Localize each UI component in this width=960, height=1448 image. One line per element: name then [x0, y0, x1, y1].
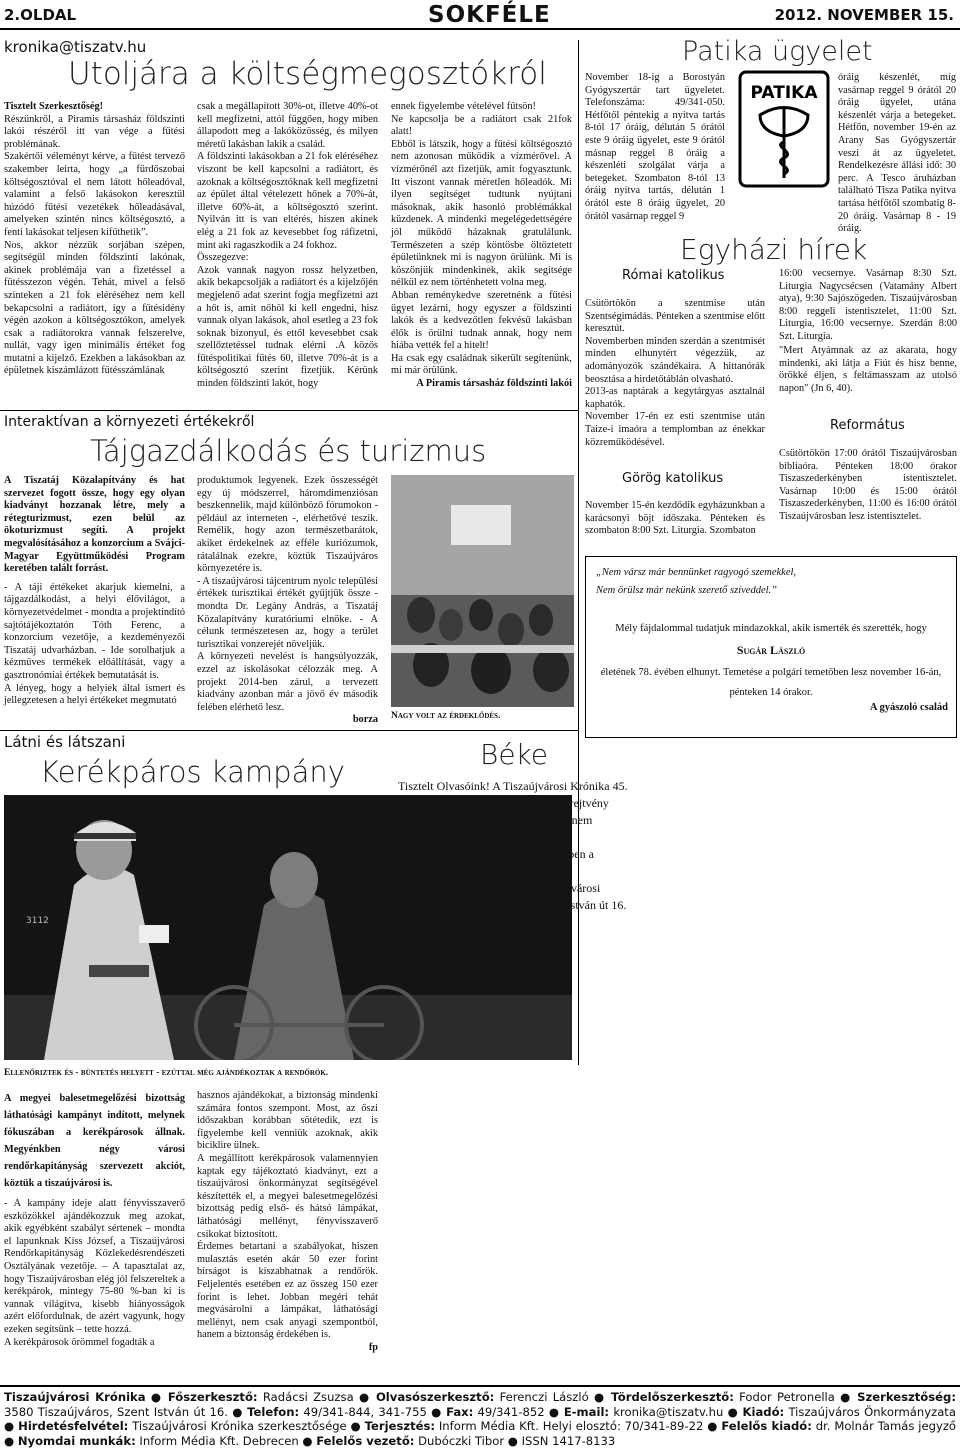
colophon-item — [4, 1390, 146, 1404]
letter-col-1 — [4, 101, 185, 378]
colophon-label: Felelős vezető: — [316, 1433, 415, 1448]
bike-paragraph: Érdemes betartani a szabályokat, hiszen mulasztás esetén akár 50 ezer forint bírságot is kiszabhatnak a rendőrök. Feljelentés esetében ez az összeg 150 ezer forint is lehet. Jobban megéri tehát megvásárolni a lámpákat, láthatósági mellényt, nem csak anyagi szempontból, hanem a biztonság érdekében is. — [197, 1241, 378, 1341]
obituary-intro: Mély fájdalommal tudatjuk mindazokkal, akik ismerték és szerették, hogy — [615, 623, 927, 634]
letter-paragraph: csak a megállapított 30%-ot, illetve 40%-ot kell megfizetni, attól függően, hogy miben állapodott meg a lakóközösség, és milyen méretű lakásban lakik a család. — [197, 101, 378, 150]
bike-lead: A megyei balesetmegelőzési bizottság láthatósági kampányt indított, melynek fókuszában a kerékpárosok állnak. Megyénkben négy városi rendőrkapitányság szervezett akciót, köztük a tiszaújvárosi is. — [4, 1093, 185, 1189]
rk-text — [585, 298, 765, 449]
colophon-label: Főszerkesztő: — [167, 1390, 258, 1404]
bullet-icon: ● — [227, 1404, 248, 1419]
bullet-icon: ● — [4, 1433, 18, 1448]
colophon-value: 49/341-844, 341-755 — [299, 1404, 427, 1419]
tourism-paragraph: - A tiszaújvárosi tájcentrum nyolc települési értékek turisztikai értékét gyűjtjük össze - mondta Dr. Legány András, a Tiszatáj Közalapítvány kuratóriumi elnöke. - A célunk természetesen az, hogy a terület turisztikai vonzerejét növeljük. — [197, 575, 379, 650]
rk-heading: Római katolikus — [622, 268, 725, 283]
colophon-label: Nyomdai munkák: — [17, 1433, 136, 1448]
issue-date: 2012. NOVEMBER 15. — [774, 6, 954, 24]
tourism-paragraph: - A táji értékeket akarjuk kiemelni, a tájgazdálkodást, a helyi élővilágot, a környezetvédelmet - mondta a projektindító sajtótájékoztatón Tóth Ferenc, a konzorcium vezetője, a kezdeményezői Tiszatáj udvarházban. - Ide sorolhatjuk a kézműves termékek előállítását, vagy a gasztronómiai értékek bemutatását is. — [4, 581, 185, 681]
bible-quote: "Mert Atyámnak az az akarata, hogy mindenki, aki látja a Fiút és hisz benne, örökké éljen, s feltámasszam az utolsó napon" (Jn 6, 40). — [779, 345, 957, 394]
letter-col-2 — [197, 101, 378, 391]
tourism-lead: A Tiszatáj Közalapítvány és hat szervezet fogott össze, hogy egy olyan kiadványt hozzanak létre, mely a rétegturizmust, ezen belül az ökoturizmust segíti. A projekt megvalósításához a konzorcium a Svájci-Magyar Együttműködési Program keretében talált forrást. — [4, 475, 185, 575]
section-title: SOKFÉLE — [428, 2, 551, 28]
bullet-icon: ● — [544, 1404, 564, 1419]
pharmacy-col-2: óráig készenlét, míg vasárnap reggel 9 órától 20 óráig ügyelet, utána készenlét várja a betegeket. Hétfőn, november 19-én az Arany Sas Gyógyszertár veszi át az ügyeletet. Rendelkezésre állási idő: 30 perc. A Tesco áruházban található Tisza Patika nyitva tartása hétfőtől szombatig 8-20 óráig. Vasárnap 8 - 19 óráig. — [838, 72, 956, 235]
colophon-value: Ferenczi László — [494, 1390, 589, 1404]
header-rule — [0, 28, 960, 30]
footer-rule — [0, 1385, 960, 1387]
divider — [0, 410, 578, 411]
colophon-label: Kiadó: — [742, 1404, 785, 1419]
bike-paragraph: - A kampány ideje alatt fényvisszaverő eszközökkel ajándékozzuk meg azokat, akik egyébként szabályt sértenek – mondta el lapunknak Kiss József, a Tiszaújvárosi Rendőrkapitányság Közlekedésrendészeti Osztályának vezetője. – A tapasztalat az, hogy Tiszaújvárosban elég jól felszereltek a kerékpárok, mintegy 75-80 %-ban ki is vannak világítva, kisebb hiányosságok azért előfordulnak, de azért vagyunk, hogy ezeken segítsünk – tette hozzá. — [4, 1198, 185, 1335]
colophon-label: Szerkesztőség: — [857, 1390, 956, 1404]
gk-text: November 15-én kezdődik egyházunkban a karácsonyi böjt időszaka. Pénteken és szombaton 8:00 Szt. Liturgia. Szombaton — [585, 500, 765, 537]
police-badge-number: 3112 — [26, 916, 49, 926]
bullet-icon: ● — [504, 1433, 522, 1448]
colophon-label: Felelős kiadó: — [721, 1419, 812, 1433]
ref-text: Csütörtökön 17:00 órától Tiszaújvárosban bibliaóra. Pénteken 18:00 órakor Tiszaszederkényben istentisztelet. Vasárnap 10:00 és 15:00 órától Tiszaszederkényben, 11:00 és 16:00 órától Tiszaújvárosban lesz istentisztelet. — [779, 448, 957, 522]
bike-paragraph: A megállított kerékpárosok valamennyien kaptak egy tájékoztató kiadványt, ezt a tiszaújvárosi önkormányzat segítségével készítették el, a megyei balesetmegelőzési bizottság pedig első- és hátsó lámpákat, láthatósági mellényt, fényvisszaverő csíkokat biztosított. — [197, 1152, 378, 1240]
ref-heading: Református — [830, 418, 905, 433]
bike-paragraph: hasznos ajándékokat, a biztonság mindenki számára fontos szempont. Most, az őszi időszakban korábban sötétedik, ezt is figyelembe kell venniük azoknak, akik biciklire ülnek. — [197, 1090, 378, 1152]
letter-col-3 — [391, 101, 572, 391]
tourism-title: Tájgazdálkodás és turizmus — [90, 434, 487, 468]
obituary-details: életének 78. évében elhunyt. Temetése a polgári temetőben lesz november 16-án, pénteken 14 órakor. — [600, 667, 942, 698]
colophon-item — [611, 1390, 835, 1404]
tourism-col-2 — [197, 475, 378, 727]
obituary-box — [585, 556, 957, 738]
letter-paragraph: Összegezve: — [197, 252, 249, 264]
colophon-item — [18, 1419, 347, 1433]
rk-paragraph: Novemberben minden szerdán a szentmisét minden elhunytért végezzük, az adományozók szándékaira. A hittanórák beosztása a hirdetőtáblán olvasható. — [585, 335, 765, 385]
gk-text-cont: 16:00 vecsernye. Vasárnap 8:30 Szt. Liturgia Nagycsécsen (Vatamány Albert atya), 9:30 Sajószögeden. Tiszaújvárosban 8:00 reggeli istentisztelet, 11:00 Szt. Liturgia, 16:00 vecsernye. Szerdán 8:00 Szt. Liturgia. — [779, 268, 957, 342]
letter-paragraph: Ne kapcsolja be a radiátort csak 21fok alatt! — [391, 113, 572, 138]
letter-salutation: Tisztelt Szerkesztőség! — [4, 101, 104, 112]
conference-photo-caption: Nagy volt az érdeklődés. — [391, 711, 501, 721]
colophon-value: kronika@tiszatv.hu — [609, 1404, 724, 1419]
letter-paragraph: Ha csak egy családnak sikerült segítenünk, mi már örülünk. — [391, 352, 572, 377]
divider — [0, 730, 578, 731]
rk-paragraph: 2013-as naptárak a kegytárgyas asztalnál kaphatók. — [585, 386, 765, 410]
letter-paragraph: Azok vannak nagyon rossz helyzetben, akik bekapcsolják a radiátort és a kijelzőjén megjelenő adat szerint fogja megfizetni azt a hőt is, amit nőhöl ki kell engedni, hisz vannak olyan lakások, ahol esetleg a 23 fok soknak bizonyul, és ettől kevesebbet csak szellőztetéssel tudnak elérni .A közös fűtéspolitikai fűtés 60, illetve 70%-át is a költségosztó szerint fizetjük. Kérünk minden földszinti lakót, hogy — [197, 264, 378, 390]
colophon-item — [721, 1419, 956, 1433]
rk-paragraph: Csütörtökön a szentmise után Szentségimádás. Pénteken a szentmise előtt keresztút. — [585, 298, 765, 335]
colophon-value: Dubóczki Tibor — [414, 1433, 505, 1448]
bullet-icon: ● — [834, 1390, 858, 1404]
colophon-label: Hirdetésfelvétel: — [18, 1419, 129, 1433]
colophon-value: dr. Molnár Tamás jegyző — [811, 1419, 957, 1433]
colophon-value: ISSN 1417-8133 — [521, 1433, 616, 1448]
colophon-value: Inform Média Kft. Debrecen — [135, 1433, 299, 1448]
colophon-label: Olvasószerkesztő: — [375, 1390, 495, 1404]
tourism-paragraph: A lényeg, hogy a helyiek által ismert és jellegzetesen a helyi értékeket megmutató — [4, 682, 185, 707]
letter-paragraph: A földszinti lakásokban a 21 fok eléréséhez viszont be kell kapcsolni a radiátort, és azoknak a költségosztóknak kell megfizetni az épület által vételezett hőnek a 70%-át, illetve 60%-át, a költségosztó szerint. Nyilván itt is van eltérés, hiszen akinek elég a 21 fok az kevesebbet fog ráfizetni, mint aki ragaszkodik a 24 fokhoz. — [197, 151, 378, 251]
bike-paragraph: A kerékpárosok örömmel fogadták a — [4, 1336, 155, 1348]
colophon-item — [446, 1405, 545, 1419]
colophon-label: Telefon: — [247, 1404, 300, 1419]
pharmacy-col-1: November 18-ig a Borostyán Gyógyszertár tart ügyeletet. Telefonszáma: 49/341-050. Hétfőtől péntekig a nyitva tartás 8-tól 17 óráig, délután 5 órától este 9 óráig ügyelet, este 9 órától másnap reggel 8 óráig a készenléti szolgálat várja a betegeket. Szombaton 8-tól 13 óráig nyitva tartás, délután 1 órától este 8 óráig ügyelet, 20 órától vasárnap reggel 9 — [585, 72, 725, 222]
obituary-quote-1: „Nem vársz már bennünket ragyogó szemekkel, — [596, 567, 797, 578]
bike-author: fp — [368, 1341, 378, 1353]
colophon — [4, 1390, 956, 1448]
tourism-author: borza — [352, 714, 378, 726]
bike-col-2 — [197, 1090, 378, 1354]
colophon-item — [316, 1434, 504, 1448]
letter-paragraph: Szakértői véleményt kérve, a fűtést tervező szakember leírta, hogy „a fürdőszobai költségosztóval el nem látott hőleadóval, valamint a felső lakásokon keresztül húzódó fűtési vezetékek hőleadásával, amelyeken szintén nincs költségosztó, a fenti lakásokat teljesen kifűthetik”. — [4, 151, 185, 238]
colophon-label: Tördelőszerkesztő: — [610, 1390, 734, 1404]
bullet-icon: ● — [723, 1404, 743, 1419]
bullet-icon: ● — [298, 1433, 317, 1448]
police-photo-caption: Ellenőriztek és - büntetés helyett - ezúttal még ajándékoztak a rendőrök. — [4, 1068, 329, 1078]
colophon-item — [564, 1405, 723, 1419]
letter-paragraph: ennek figyelembe vételével fűtsön! — [391, 101, 536, 112]
colophon-item — [522, 1434, 616, 1448]
letter-paragraph: Abban reménykedve szeretnénk a fűtési ügyet lezárni, hogy egyszer a földszinti lakók és a kedvezőtlen fekvésű lakásban élők is örülni tudnak annak, hogy nem hiába vették fel a hitelt! — [391, 289, 572, 352]
email-label: kronika@tiszatv.hu — [4, 38, 147, 56]
bullet-icon: ● — [588, 1390, 611, 1404]
colophon-value: 3580 Tiszaújváros, Szent István út 16. — [4, 1404, 228, 1419]
colophon-item — [18, 1434, 299, 1448]
bike-col-1 — [4, 1090, 185, 1349]
letter-paragraph: Ebből is látszik, hogy a fűtési költségosztó nem azonosan működik a vízmérővel. A vízmérőnél azt fizetjük, amit fogyasztunk. Itt viszont vannak méretlen hőleadók. Mi ilyen segítséget tudtunk nyújtani másoknak, akik hasonló problémákkal küzdenek. A mindenki megelégedettségére jól működő házaknak gratulálunk. Természeten a szép köntösbe öltöztetett épületünknek mi is nagyon örülünk. Mi is köszönjük mindenkinek, akik segítsége nélkül ez nem történhetett volna meg. — [391, 138, 572, 289]
colophon-value: 49/341-852 — [473, 1404, 545, 1419]
tourism-kicker: Interaktívan a környezeti értékekről — [4, 414, 255, 430]
colophon-value: Radácsi Zsuzsa — [257, 1390, 354, 1404]
colophon-label: E-mail: — [563, 1404, 610, 1419]
colophon-label: Tiszaújvárosi Krónika — [4, 1390, 146, 1404]
letter-paragraph: Nos, akkor nézzük sorjában szépen, segítségül minden földszinti lakónak, akinek problémája van a fizetéssel a fűtésszezon végén. Tehát, mivel a felső szinteken a 21 fok eléréséhez nem kell bekapcsolni a radiátort, így a fűtésidény végén azokon a költségosztókon, amelyek csak a radiátorokra vannak felszerelve, nullát, vagy igen minimális értéket fog mutatni a kijelző. Ezekben a lakásokban az épületnek kiszámlázott fűtésszámlának — [4, 239, 185, 377]
tourism-paragraph: A környezeti nevelést is hangsúlyozzák, ezzel az iskolásokat célozzák meg. A projekt 2014-ben zárul, a tervezett kiadvány azonban már a jövő év második felében elérhető lesz. — [197, 651, 378, 713]
conference-photo — [391, 475, 574, 707]
bullet-icon: ● — [145, 1390, 168, 1404]
colophon-item — [247, 1405, 427, 1419]
page-number: 2.OLDAL — [4, 6, 77, 24]
letter-title: Utoljára a költségmegosztókról — [68, 56, 547, 92]
pharmacy-logo — [738, 70, 830, 188]
letter-signature: A Piramis társasház földszinti lakói — [416, 378, 572, 390]
pharmacy-title: Patika ügyelet — [682, 36, 873, 67]
colophon-item — [365, 1419, 704, 1433]
colophon-value: Tiszaújváros Önkormányzata — [784, 1404, 956, 1419]
bike-kicker: Látni és látszani — [4, 733, 126, 751]
obituary-name: Sugár László — [736, 643, 806, 657]
bullet-icon: ● — [353, 1390, 376, 1404]
bullet-icon: ● — [4, 1419, 19, 1433]
colophon-value: Inform Média Kft. Helyi elosztó: 70/341-89-22 — [435, 1419, 704, 1433]
colophon-item — [743, 1405, 956, 1419]
obituary-signature: A gyászoló család — [869, 702, 948, 713]
bullet-icon: ● — [346, 1419, 365, 1433]
beke-text: Tisztelt Olvasóink! A Tiszaújvárosi Krónika 45. és 44. számában tévesen ugyanaz a rejtvény jelent meg. A kéthónapos játékot ez nem befolyásolja. December végéig tart rejtvénypályázatunk, melyre e-mailben a kronika@tiszatv.hu címre várjuk a megfejtéseket, levélcímünk: Tiszaújvárosi Krónika, 3580 Tiszaújváros, Szent István út 16. — [398, 779, 628, 912]
beke-title: Béke — [480, 738, 549, 771]
letter-paragraph: Részünkről, a Piramis társasház földszinti lakói részéről itt van vége a fűtési problémának. — [4, 113, 185, 150]
colophon-value: Tiszaújvárosi Krónika szerkesztősége — [128, 1419, 347, 1433]
colophon-label: Fax: — [446, 1404, 474, 1419]
obituary-quote-2: Nem örülsz már nekünk szerető szíveddel.” — [596, 585, 778, 596]
colophon-item — [168, 1390, 354, 1404]
bullet-icon: ● — [426, 1404, 447, 1419]
colophon-label: Terjesztés: — [364, 1419, 436, 1433]
bullet-icon: ● — [703, 1419, 722, 1433]
gk-heading: Görög katolikus — [622, 471, 724, 486]
tourism-paragraph: produktumok legyenek. Ezek összességét egy új módszerrel, háromdimenziósan beszkennelik, majd különböző fórumokon - például az interneten -, elérhetővé teszik. Remélik, hogy azon természetbarátok, akiket érdekelnek az efféle kuriózumok, rátalálnak ezekre, köztük Tiszaújváros környezetére is. — [197, 475, 378, 575]
colophon-item — [376, 1390, 589, 1404]
pharmacy-logo-text: PATIKA — [750, 83, 818, 103]
colophon-value: Fodor Petronella — [733, 1390, 835, 1404]
church-title: Egyházi hírek — [680, 233, 868, 266]
bike-title: Kerékpáros kampány — [40, 755, 345, 789]
rk-paragraph: November 17-én ez esti szentmise után Taize-i imaóra a templomban az énekkar közreműködésével. — [585, 411, 765, 448]
tourism-col-1 — [4, 475, 185, 708]
